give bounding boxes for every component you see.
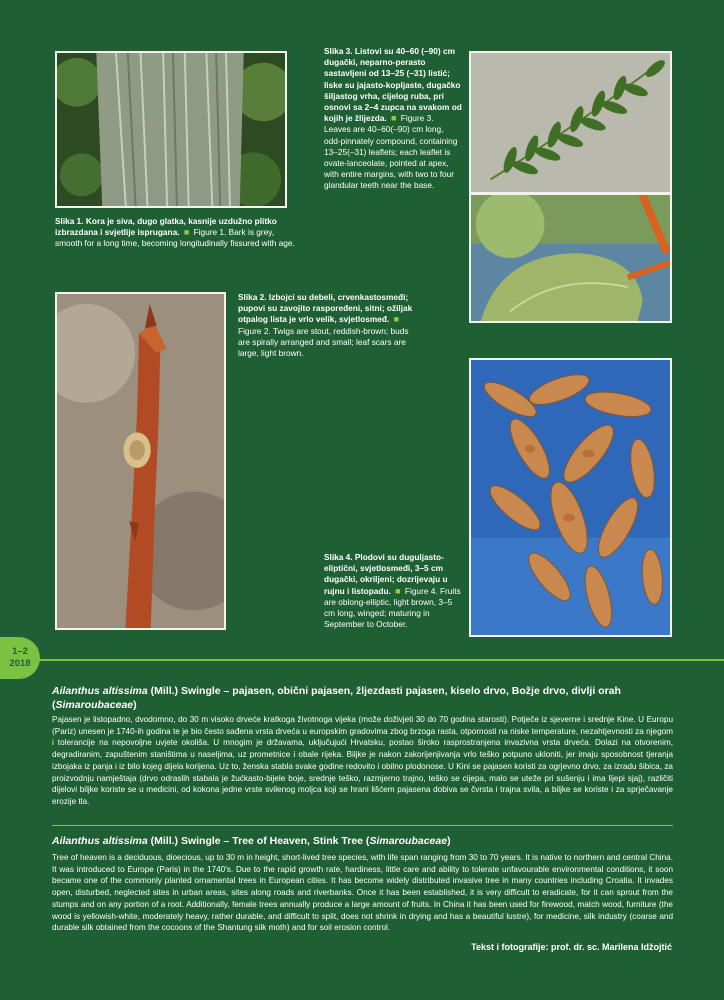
caption-figure-1-hr: Slika 1. Kora je siva, dugo glatka, kasnije uzdužno plitko izbrazdana i svjetlije ispruganа. — [55, 216, 277, 238]
caption-figure-4 — [324, 552, 461, 630]
species-title-hr — [52, 684, 672, 712]
family-name: Simaroubaceae — [369, 835, 448, 847]
issue-number: 1–2 — [12, 646, 28, 657]
language-divider — [52, 825, 673, 826]
common-names-hr: (Mill.) Swingle – pajasen, obični pajasen, žljezdasti pajasen, kiselo drvo, Božje drvo, divlji orah ( — [52, 685, 621, 711]
description-hr: Pajasen je listopadno, dvodomno, do 30 m visoko drveće kratkoga životnoga vijeka (može doživjeti 30 do 70 godina starosti). Potječe iz sjeverne i srednje Kine. U Europu (Pariz) unesen je 1740-ih godina te je bio često sađena vrsta drveća u europskim gradovima zbog brzoga rasta, otpornosti na niske temperature, nezahtjevnosti za njegom i tolerancije na nepovoljne uvjete okoliša. U mnogim je državama, uključujući Hrvatsku, postao široko rasprostranjena invazivna vrsta drveća. Dolazi na otvorenim, degradiranim, zapuštenim staništima u naseljima, uz prometnice i obale rijeka. Biljke je nakon zakorijenjivanja vrlo teško potpuno ukloniti, jer imaju sposobnost tjeranja izbojaka iz panja i iz bilo kojeg dijela korijena. Uz to, ženska stabla svake godine redovito i obilno plodonose. U Kini se pajasen koristi za ogrjevno drvo, za izradu šibica, za proizvodnju namještaja (drvo odraslih stabala je žućkasto-bijele boje, srednje teško, razmjerno trajno, teško se cijepa, malo se uteže pri sušenju i ima lijepi sjaj), različiti dijelovi biljke koriste se u medicini, od kokona jedne vrste svilenog moljca koji se hrani lišćem pajasena dobiva se čvrsta i trajna svila, a biljke se koriste i za sprječavanje erozije tla. — [52, 715, 673, 806]
title-close: ) — [447, 835, 451, 847]
photo-fruits — [469, 358, 672, 637]
section-divider — [38, 659, 724, 661]
caption-figure-2 — [238, 292, 413, 359]
species-title-en — [52, 834, 672, 848]
issue-year: 2018 — [9, 658, 31, 669]
photo-leaflet-base — [469, 193, 672, 323]
caption-figure-3 — [324, 46, 462, 192]
family-name: Simaroubaceae — [55, 699, 134, 711]
square-bullet-icon: ■ — [391, 113, 397, 124]
square-bullet-icon: ■ — [393, 314, 399, 325]
photo-twig — [55, 292, 226, 630]
photo-bark — [55, 51, 287, 208]
photo-credit: Tekst i fotografije: prof. dr. sc. Marilena Idžojtić — [471, 942, 672, 952]
caption-figure-3-en: Figure 3. Leaves are 40–60(–90) cm long, odd-pinnately compound, containing 13–25(–31) leaflets; each leaflet is ovate-lanceolate, pointed at apex, with entire margins, with two to four glandular teeth near the base. — [324, 113, 458, 191]
caption-figure-1-en: Figure 1. Bark is grey, smooth for a long time, becoming longitudinally fissured with age. — [55, 227, 295, 249]
species-name: Ailanthus altissima — [52, 685, 148, 697]
caption-figure-1 — [55, 216, 300, 250]
photo-leaf-compound — [469, 51, 672, 194]
caption-figure-2-en: Figure 2. Twigs are stout, reddish-brown; buds are spirally arranged and small; leaf scars are large, light brown. — [238, 325, 409, 359]
caption-figure-3-hr: Slika 3. Listovi su 40–60 (–90) cm dugački, neparno-perasto sastavljeni od 13–25 (–31) listić; liske su jajasto-kopljaste, dugačko šiljastog vrha, cijelog ruba, pri osnovi sa 2–4 zupca na svakom od kojih je žlijezda. — [324, 46, 462, 124]
page-badge — [0, 637, 40, 679]
caption-figure-4-en: Figure 4. Fruits are oblong-elliptic, light brown, 3–5 cm long, winged; maturing in September to October. — [324, 585, 461, 630]
caption-figure-2-hr: Slika 2. Izbojci su debeli, crvenkastosmeđi; pupovi su zavojito raspoređeni, sitni; ožiljak otpalog lista je vrlo velik, svjetlosmeđ. — [238, 292, 413, 325]
species-name: Ailanthus altissima — [52, 835, 148, 847]
square-bullet-icon: ■ — [183, 227, 190, 238]
caption-figure-4-hr: Slika 4. Plodovi su duguljasto-eliptični, svjetlosmeđi, 3–5 cm dugački, okriljeni; dozrijevaju u rujnu i listopadu. — [324, 552, 448, 596]
square-bullet-icon: ■ — [395, 585, 401, 596]
common-names-en: (Mill.) Swingle – Tree of Heaven, Stink Tree ( — [147, 835, 370, 847]
title-close: ) — [133, 699, 137, 711]
description-en: Tree of heaven is a deciduous, dioecious, up to 30 m in height, short-lived tree species, with life span ranging from 30 to 70 years. It is native to northern and central China. It was introduced to Europe (Paris) in the 1740's. Due to the rapid growth rate, hardiness, little care and ability to tolerate unfavourable environmental conditions, it soon became one of the commonly planted ornamental trees in European cities. It has become widely distributed invasive tree in many countries including Croatia. It invades open, disturbed, neglected sites in urban areas, sites along roads and riverbanks. Once it has been established, it is very difficult to eradicate, for it can sprout from the stumps and on any portion of a root. Additionally, female trees annually produce a large amount of fruits. In China it has been used for firewood, match wood, furniture (the wood is yellowish-white, moderately heavy, rather durable, and difficult to split, does not shrink in drying and has a beautiful lustre), for medicine, silk industry (coarse and durable silk obtained from the cocoons of the Shantung silk moth) and for soil erosion control. — [52, 853, 673, 933]
